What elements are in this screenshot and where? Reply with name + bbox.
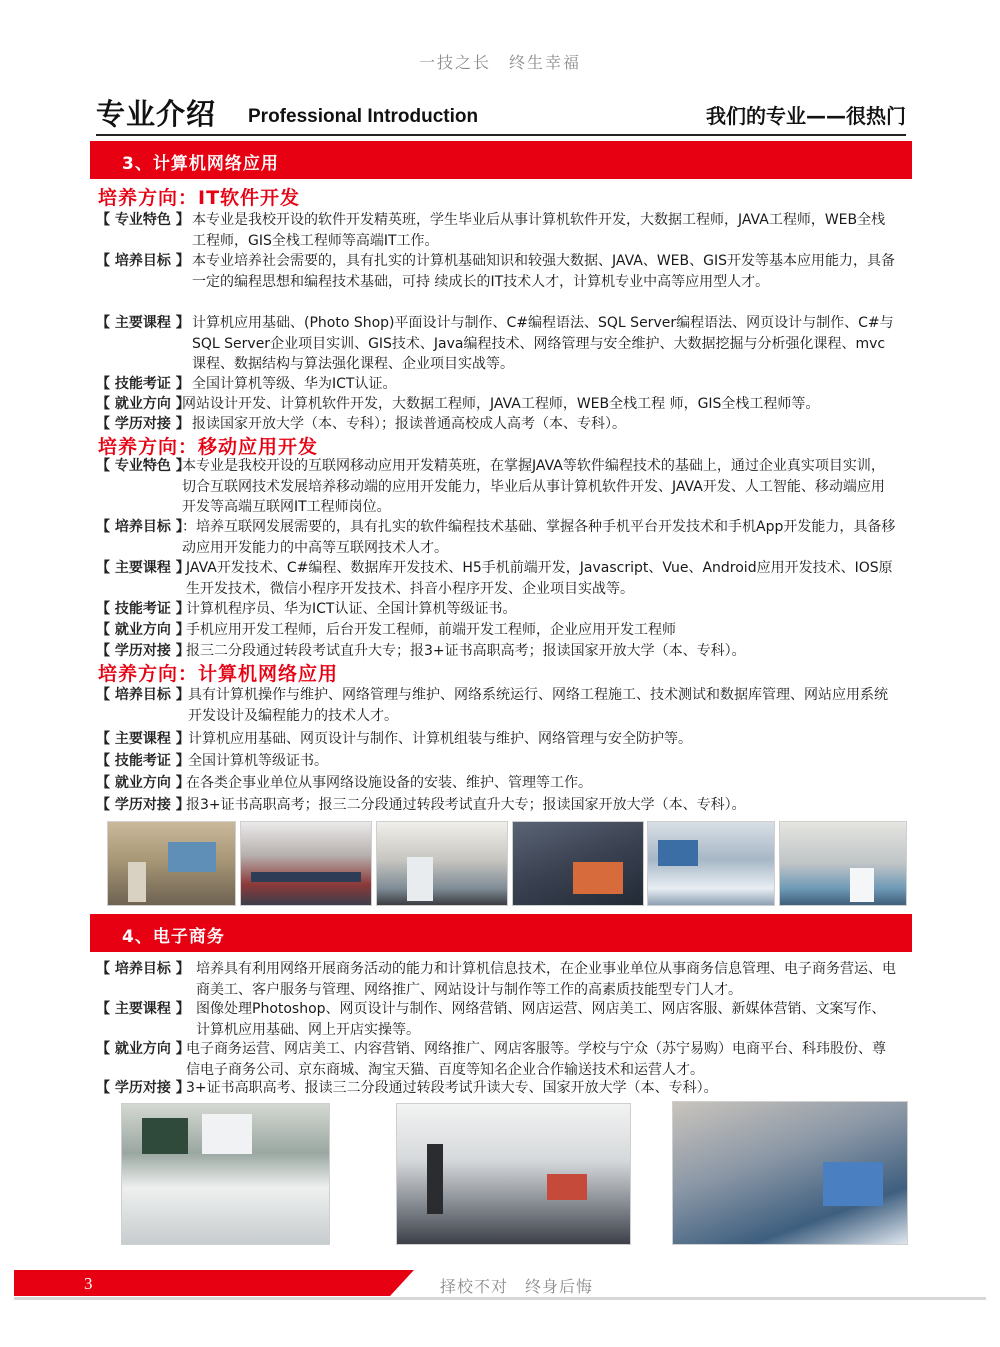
photo-ecommerce-training-hall <box>396 1103 631 1245</box>
item-text: 计算机应用基础、(Photo Shop)平面设计与制作、C#编程语法、SQL Server编程语法、网页设计与制作、C#与SQL Server企业项目实训、GIS技术、Java编程技术、网络管理与安全维护、大数据挖掘与分析强化课程、mvc课程、数据结构与算法强化课程、企业项目实战等。 <box>192 315 894 372</box>
section-3-title: 3、计算机网络应用 <box>122 154 279 174</box>
item-text: ：培养互联网发展需要的，具有扎实的软件编程技术基础、掌握各种手机平台开发技术和手机App开发能力，具备移动应用开发能力的中高等互联网技术人才。 <box>182 519 896 556</box>
photo-students-desks <box>376 821 508 906</box>
item-text: 培养具有利用网络开展商务活动的能力和计算机信息技术，在企业事业单位从事商务信息管理、电子商务营运、电商美工、客户服务与管理、网络推广、网站设计与制作等工作的高素质技能型专门人才。 <box>196 961 896 998</box>
it-certification <box>96 374 896 395</box>
item-label: 【 学历对接 】 <box>96 416 190 432</box>
mobile-employment <box>96 620 896 641</box>
mobile-courses <box>96 558 896 599</box>
item-text: 计算机应用基础、网页设计与制作、计算机组装与维护、网络管理与安全防护等。 <box>188 731 692 747</box>
page-title: 专业介绍 <box>96 97 217 131</box>
item-text: 网站设计开发、计算机软件开发，大数据工程师，JAVA工程师，WEB全栈工程 师，GIS全栈工程师等。 <box>182 396 820 412</box>
item-label: 【 学历对接 】 <box>96 643 190 659</box>
item-label: 【 培养目标 】 <box>96 253 190 269</box>
section-4-title: 4、电子商务 <box>122 927 225 947</box>
page-number: 3 <box>84 1274 93 1293</box>
item-label: 【 就业方向 】 <box>96 1041 190 1057</box>
item-text: 报三二分段通过转段考试直升大专；报3+证书高职高考；报读国家开放大学（本、专科）。 <box>186 643 746 659</box>
photo-ecommerce-lecture <box>121 1103 330 1245</box>
it-employment <box>96 394 896 415</box>
item-text: 3+证书高职高考、报读三二分段通过转段考试升读大专、国家开放大学（本、专科）。 <box>186 1080 718 1096</box>
photo-ecommerce-students-computer <box>672 1101 908 1245</box>
item-label: 【 主要课程 】 <box>96 560 190 576</box>
item-text: 全国计算机等级证书。 <box>188 753 328 769</box>
network-employment <box>96 773 896 794</box>
photo-group-study <box>647 821 775 906</box>
item-text: 本专业是我校开设的互联网移动应用开发精英班，在掌握JAVA等软件编程技术的基础上，通过企业真实项目实训，切合互联网技术发展培养移动端的应用开发能力，毕业后从事计算机软件开发、JAVA开发、人工智能、移动端应用开发等高端互联网IT工程师岗位。 <box>182 458 885 515</box>
item-label: 【 主要课程 】 <box>96 315 190 331</box>
item-label: 【 就业方向 】 <box>96 622 190 638</box>
section-3-banner <box>90 141 912 179</box>
top-slogan: 一技之长 终生幸福 <box>418 53 581 72</box>
item-label: 【 技能考证 】 <box>96 753 190 769</box>
item-label: 【 专业特色 】 <box>96 212 190 228</box>
item-text: 图像处理Photoshop、网页设计与制作、网络营销、网店运营、网店美工、网店客服、新媒体营销、文案写作、计算机应用基础、网上开店实操等。 <box>196 1001 886 1038</box>
item-text: 电子商务运营、网店美工、内容营销、网络推广、网店客服等。学校与宁众（苏宁易购）电商平台、科玮股份、尊信电子商务公司、京东商城、淘宝天猫、百度等知名企业合作输送技术和运营人才。 <box>186 1041 886 1078</box>
footer-red-bar <box>14 1270 414 1296</box>
ecommerce-education <box>96 1078 896 1099</box>
header-tagline: 我们的专业——很热门 <box>706 104 906 128</box>
it-goal <box>96 251 896 292</box>
mobile-feature <box>96 456 896 518</box>
it-courses <box>96 313 896 375</box>
item-text: 本专业是我校开设的软件开发精英班，学生毕业后从事计算机软件开发，大数据工程师，JAVA工程师，WEB全栈工程师，GIS全栈工程师等高端IT工作。 <box>192 212 886 249</box>
item-text: 计算机程序员、华为ICT认证、全国计算机等级证书。 <box>186 601 517 617</box>
photo-classroom-discussion <box>779 821 907 906</box>
item-label: 【 学历对接 】 <box>96 1080 190 1096</box>
photo-computer-room <box>240 821 372 906</box>
footer-slogan: 择校不对 终身后悔 <box>440 1277 594 1296</box>
item-label: 【 就业方向 】 <box>96 396 190 412</box>
item-text: 具有计算机操作与维护、网络管理与维护、网络系统运行、网络工程施工、技术测试和数据库管理、网站应用系统开发设计及编程能力的技术人才。 <box>188 687 888 724</box>
item-label: 【 学历对接 】 <box>96 797 190 813</box>
item-text: 报读国家开放大学（本、专科）；报读普通高校成人高考（本、专科）。 <box>192 416 626 432</box>
item-label: 【 就业方向 】 <box>96 775 190 791</box>
header-divider <box>96 134 906 136</box>
network-courses <box>96 729 896 750</box>
direction-it-software-heading: 培养方向：IT软件开发 <box>98 187 301 209</box>
item-label: 【 专业特色 】 <box>96 458 190 474</box>
item-label: 【 培养目标 】 <box>96 961 190 977</box>
item-label: 【 技能考证 】 <box>96 376 190 392</box>
item-text: 报3+证书高职高考；报三二分段通过转段考试直升大专；报读国家开放大学（本、专科）。 <box>186 797 746 813</box>
item-text: 本专业培养社会需要的，具有扎实的计算机基础知识和较强大数据、JAVA、WEB、GIS开发等基本应用能力，具备一定的编程思想和编程技术基础，可持 续成长的IT技术人才，计算机专业中高等应用型人才。 <box>192 253 895 290</box>
footer-grey-line <box>14 1297 986 1300</box>
photo-monitor-work <box>512 821 644 906</box>
direction-network-heading: 培养方向：计算机网络应用 <box>98 663 339 685</box>
ecommerce-courses <box>96 999 896 1040</box>
page-subtitle-en: Professional Introduction <box>248 106 479 127</box>
network-goal <box>96 685 896 726</box>
item-label: 【 培养目标 】 <box>96 519 190 535</box>
item-label: 【 技能考证 】 <box>96 601 190 617</box>
network-certification <box>96 751 896 772</box>
item-text: 在各类企事业单位从事网络设施设备的安装、维护、管理等工作。 <box>186 775 592 791</box>
ecommerce-employment <box>96 1039 896 1080</box>
mobile-goal <box>96 517 896 558</box>
it-feature <box>96 210 896 251</box>
photo-classroom-lab <box>107 821 236 906</box>
section-4-banner <box>90 914 912 952</box>
item-label: 【 培养目标 】 <box>96 687 190 703</box>
ecommerce-goal <box>96 959 896 1000</box>
item-label: 【 主要课程 】 <box>96 731 190 747</box>
item-text: 全国计算机等级、华为ICT认证。 <box>192 376 397 392</box>
direction-mobile-heading: 培养方向：移动应用开发 <box>98 436 319 458</box>
item-label: 【 主要课程 】 <box>96 1001 190 1017</box>
item-text: 手机应用开发工程师，后台开发工程师，前端开发工程师，企业应用开发工程师 <box>186 622 676 638</box>
page-header <box>96 92 906 132</box>
item-text: JAVA开发技术、C#编程、数据库开发技术、H5手机前端开发，Javascript、Vue、Android应用开发技术、IOS原生开发技术，微信小程序开发技术、抖音小程序开发、企业项目实战等。 <box>186 560 893 597</box>
network-education <box>96 795 896 816</box>
mobile-certification <box>96 599 896 620</box>
